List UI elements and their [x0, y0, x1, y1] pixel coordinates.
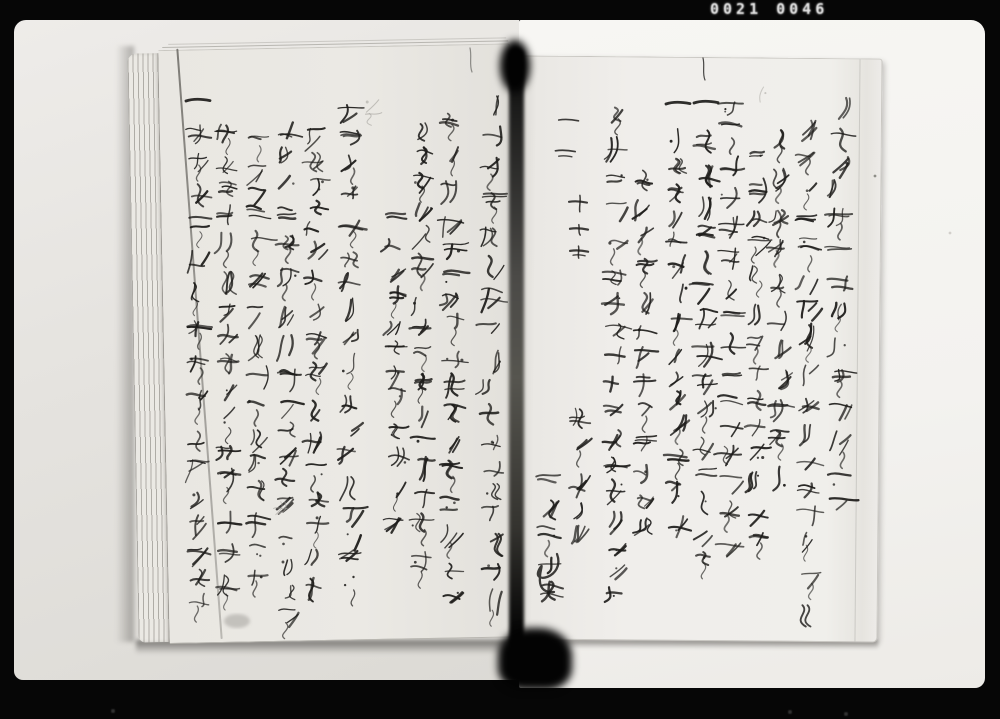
gutter-shadow-bottom — [498, 628, 572, 690]
gutter-shadow-top — [500, 40, 530, 92]
book-gutter-shadow — [509, 48, 524, 648]
film-counter-group-2: 0046 — [776, 0, 829, 18]
film-counter-group-1: 0021 — [710, 0, 763, 18]
film-frame-counter — [710, 0, 828, 18]
